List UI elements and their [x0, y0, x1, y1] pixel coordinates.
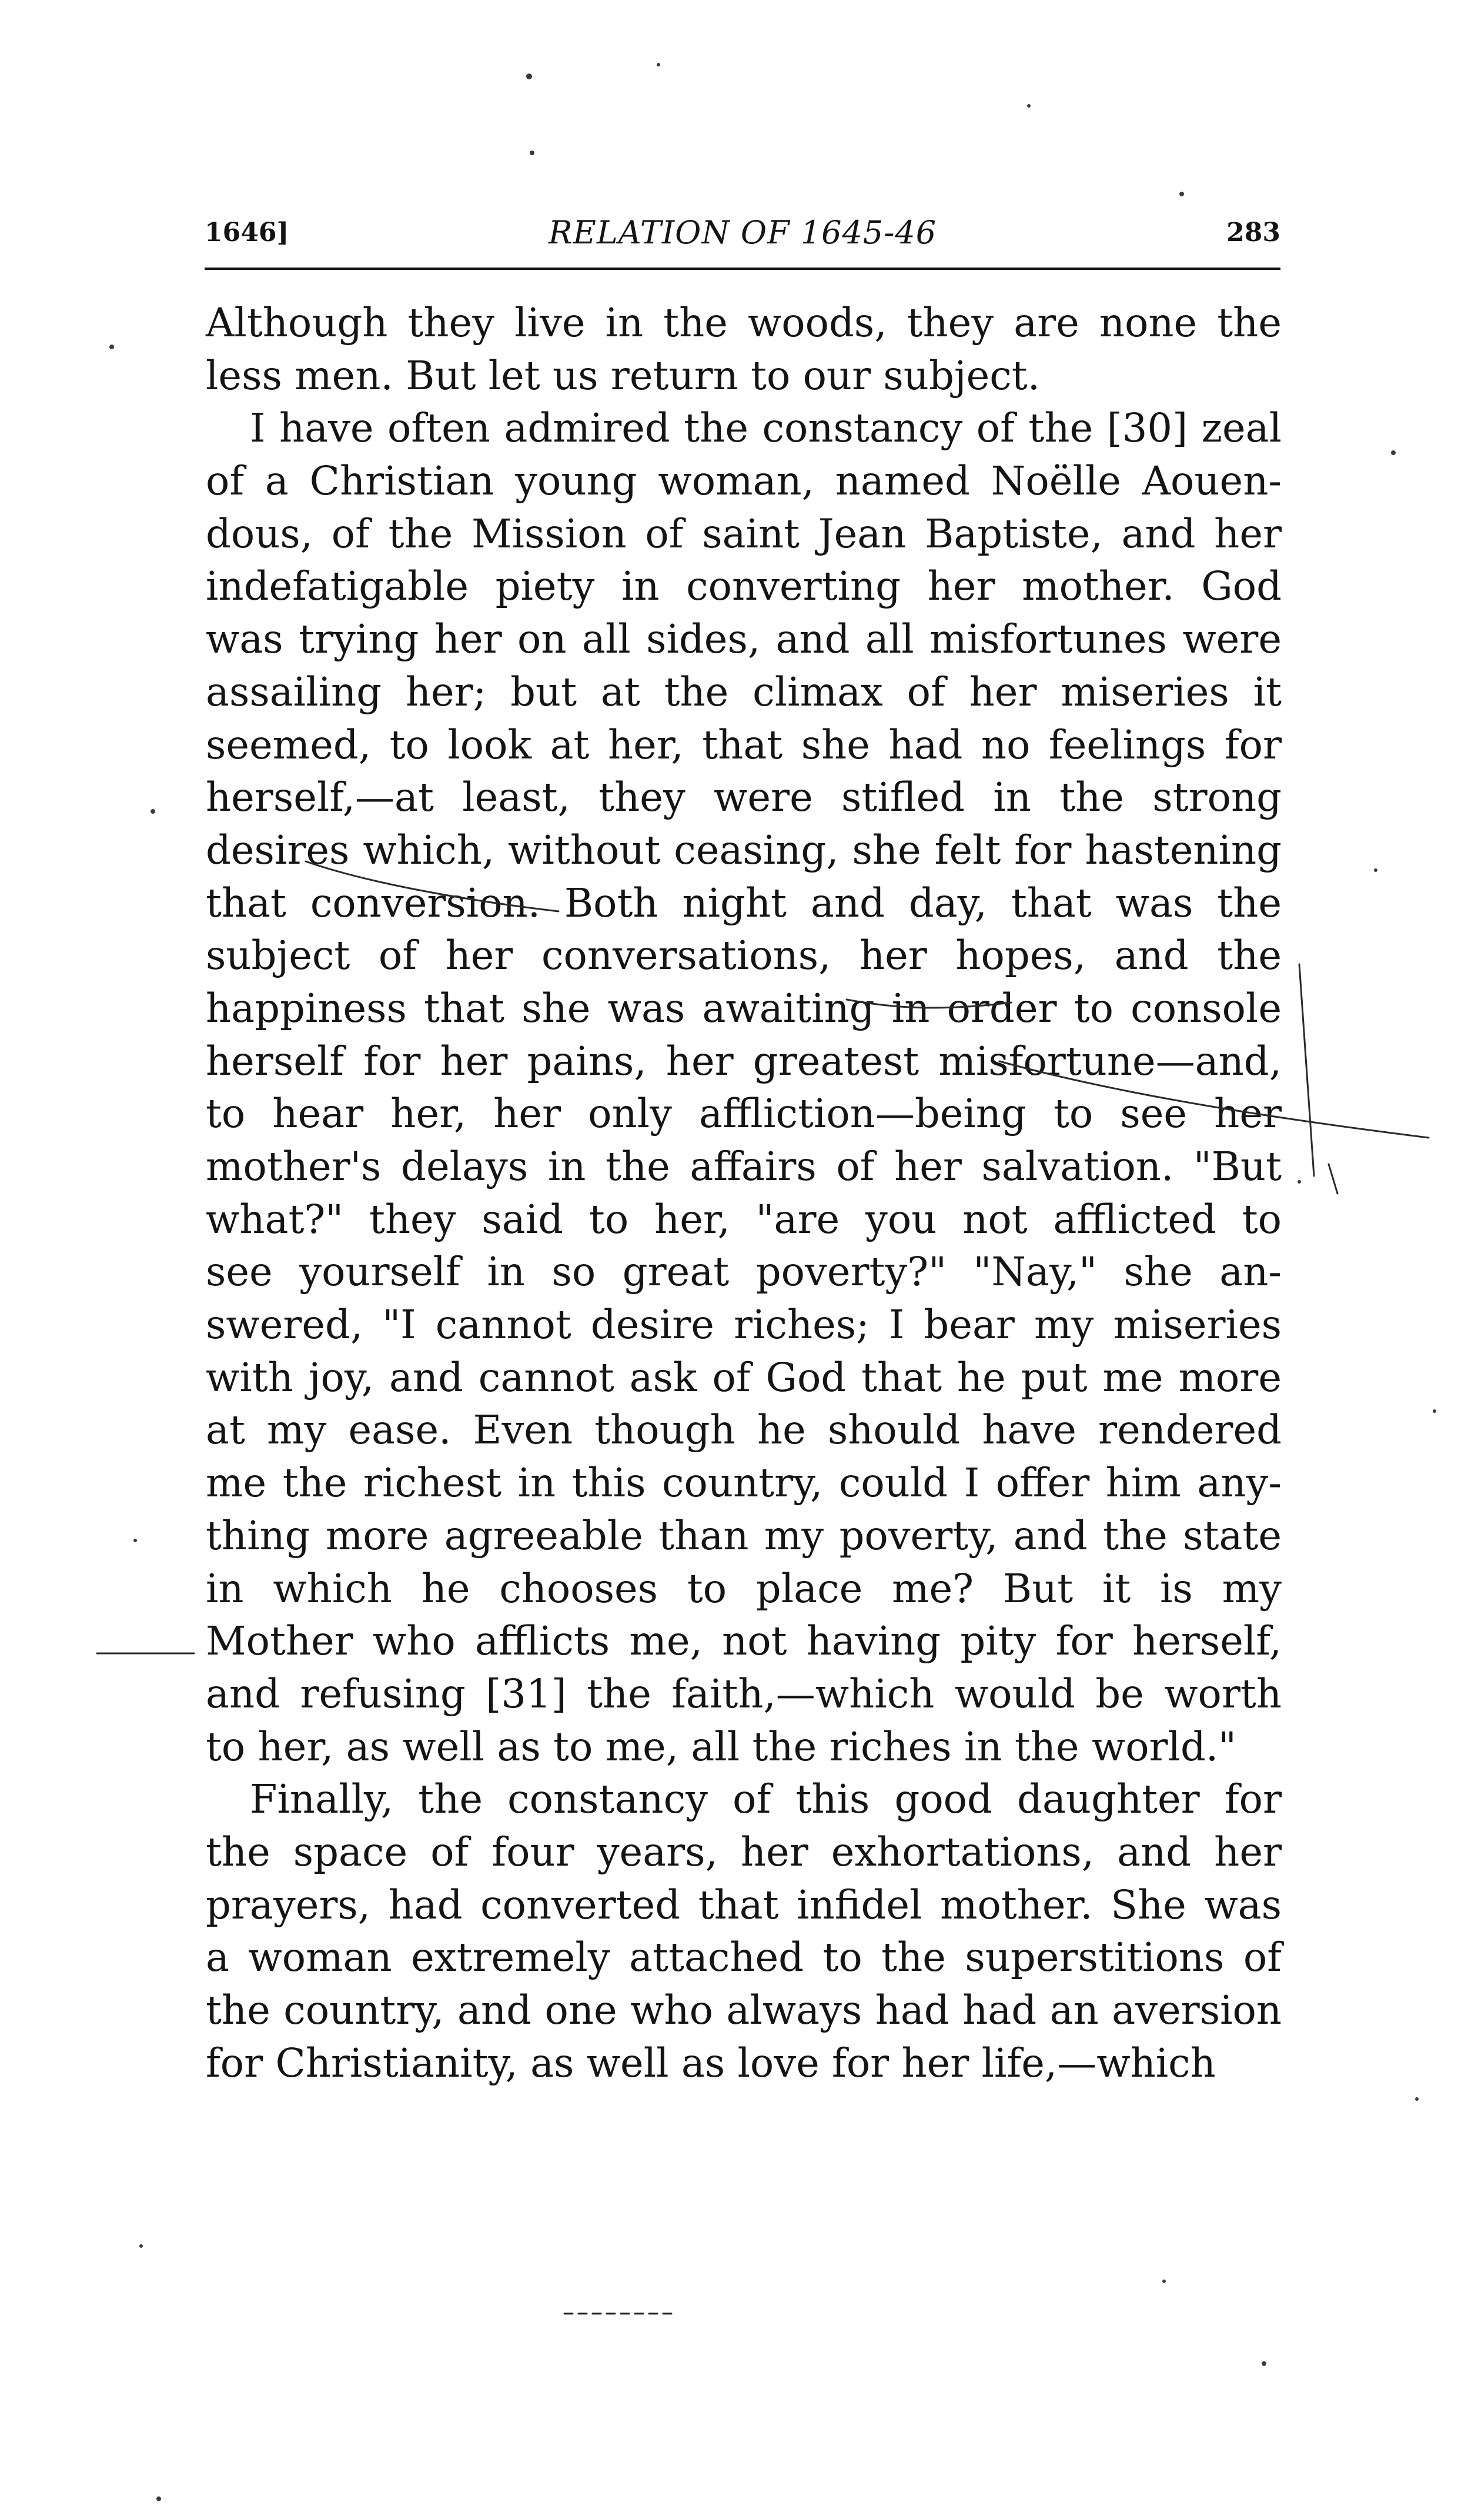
speck: [109, 345, 114, 349]
pen-stroke: [1329, 1164, 1337, 1194]
text-line: assailing her; but at the climax of her miseries it: [206, 669, 1282, 715]
text-line: me the richest in this country, could I offer him any-: [206, 1460, 1282, 1506]
text-line: indefatigable piety in converting her mother. God: [206, 563, 1282, 610]
text-line: desires which, without ceasing, she felt for hastening: [206, 827, 1282, 873]
speck: [1027, 104, 1031, 108]
text-line: swered, "I cannot desire riches; I bear my miseries: [206, 1302, 1282, 1348]
text-line: mother's delays in the affairs of her salvation. "But: [206, 1144, 1282, 1189]
speck: [1298, 1180, 1301, 1184]
paragraph-first-line: Finally, the constancy of this good daughter for: [250, 1776, 1282, 1823]
text-line: thing more agreeable than my poverty, and the state: [206, 1512, 1282, 1559]
text-line: with joy, and cannot ask of God that he put me more: [206, 1354, 1282, 1401]
text-line: to hear her, her only affliction—being to see her: [206, 1091, 1282, 1137]
speck: [1162, 2280, 1166, 2283]
speck: [1374, 868, 1377, 872]
text-line: Although they live in the woods, they are none the: [206, 300, 1282, 346]
text-line: at my ease. Even though he should have rendered: [206, 1407, 1282, 1453]
text-line: seemed, to look at her, that she had no feelings for: [206, 721, 1282, 768]
speck: [1415, 2097, 1419, 2101]
header-year: 1646]: [205, 218, 289, 248]
text-line: was trying her on all sides, and all misfortunes were: [206, 616, 1282, 663]
text-line: see yourself in so great poverty?" "Nay," she an-: [206, 1249, 1282, 1295]
speck: [156, 2496, 161, 2501]
text-line: what?" they said to her, "are you not afflicted to: [206, 1196, 1282, 1242]
pen-stroke: [1299, 964, 1314, 1176]
text-line: prayers, had converted that infidel mother. She was: [206, 1881, 1282, 1928]
text-line: to her, as well as to me, all the riches in the world.": [206, 1723, 1236, 1770]
speck: [1391, 450, 1396, 455]
speck: [1433, 1409, 1436, 1413]
speck: [1262, 2361, 1266, 2366]
text-line: herself,—at least, they were stifled in the strong: [206, 774, 1282, 821]
text-line: herself for her pains, her greatest misfortune—and,: [206, 1038, 1282, 1084]
text-line: a woman extremely attached to the superstitions of: [206, 1934, 1282, 1981]
text-line: the country, and one who always had had an aversion: [206, 1987, 1282, 2033]
text-line: and refusing [31] the faith,—which would be worth: [206, 1670, 1282, 1717]
running-header: [205, 206, 1280, 259]
speck: [139, 2244, 143, 2248]
page-number: 283: [1226, 218, 1280, 248]
speck: [151, 809, 155, 814]
text-line: of a Christian young woman, named Noëlle Aouen-: [206, 458, 1282, 504]
speck: [530, 151, 534, 155]
header-rule: [205, 268, 1280, 270]
paragraph-first-line: I have often admired the constancy of the [30] zeal: [250, 405, 1282, 452]
text-line: that conversion. Both night and day, that was the: [206, 880, 1282, 926]
speck: [657, 63, 660, 66]
body-text: [206, 297, 1282, 2090]
text-line: Mother who afflicts me, not having pity for herself,: [206, 1618, 1282, 1665]
text-line: dous, of the Mission of saint Jean Baptiste, and her: [206, 510, 1282, 557]
text-line: happiness that she was awaiting in order to console: [206, 985, 1282, 1031]
text-line: less men. But let us return to our subject.: [206, 352, 1041, 399]
running-title: RELATION OF 1645-46: [548, 214, 937, 251]
speck: [1179, 192, 1184, 196]
text-line: the space of four years, her exhortations, and her: [206, 1829, 1282, 1875]
text-line: for Christianity, as well as love for her life,—which: [206, 2040, 1216, 2086]
text-line: subject of her conversations, her hopes, and the: [206, 933, 1282, 979]
text-line: in which he chooses to place me? But it is my: [206, 1565, 1282, 1612]
speck: [133, 1539, 137, 1542]
speck: [526, 73, 532, 79]
